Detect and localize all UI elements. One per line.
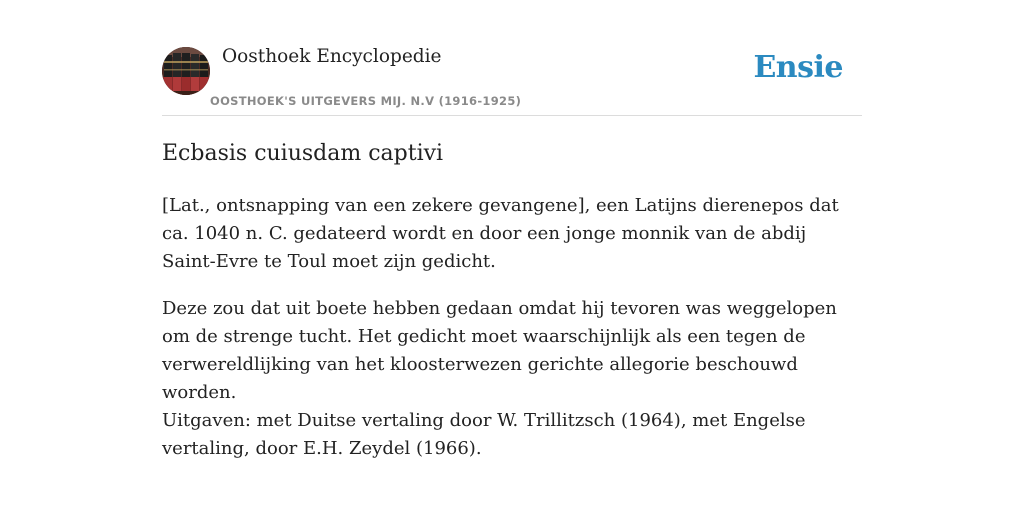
book-title[interactable]: Oosthoek Encyclopedie [222,46,442,67]
article-paragraph: Uitgaven: met Duitse vertaling door W. Trillitzsch (1964), met Engelse vertaling, door E.H. Zeydel (1966). [162,410,806,459]
article-title: Ecbasis cuiusdam captivi [162,141,444,166]
book-spines-avatar-icon[interactable] [162,47,210,95]
page-container [162,0,862,459]
publisher-line: OOSTHOEK'S UITGEVERS MIJ. N.V (1916-1925) [210,94,522,108]
source-header [162,0,862,116]
article-paragraph: [Lat., ontsnapping van een zekere gevangene], een Latijns dierenepos dat ca. 1040 n. C. gedateerd wordt en door een jonge monnik van de abdij Saint-Evre te Toul moet zijn gedicht. [162,195,839,272]
book-spines-graphic [162,47,210,95]
brand-logo[interactable]: Ensie [753,50,843,85]
article-paragraph: Deze zou dat uit boete hebben gedaan omdat hij tevoren was weggelopen om de strenge tucht. Het gedicht moet waarschijnlijk als een tegen de verwereldlijking van het kloosterwezen gerichte allegorie beschouwd worden. [162,298,837,403]
